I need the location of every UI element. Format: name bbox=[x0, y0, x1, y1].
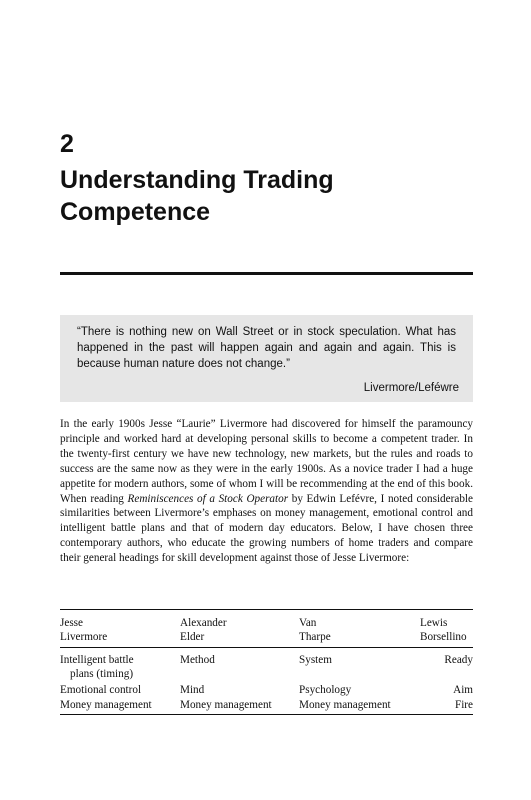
header-cell-livermore: Jesse Livermore bbox=[60, 617, 108, 643]
table-row bbox=[60, 653, 473, 683]
epigraph-quote: “There is nothing new on Wall Street or in stock speculation. What has happened in the past will happen again and again and again. This is because human nature does not change.” bbox=[77, 326, 456, 370]
comparison-table bbox=[60, 609, 473, 715]
table-cell: Emotional control bbox=[60, 684, 142, 696]
header-cell-tharpe: Van Tharpe bbox=[299, 617, 331, 643]
table-cell: Fire bbox=[454, 699, 473, 711]
table-cell: Psychology bbox=[299, 684, 352, 696]
chapter-divider bbox=[60, 272, 473, 275]
table-cell: Ready bbox=[444, 654, 473, 666]
header-cell-borsellino: Lewis Borsellino bbox=[420, 617, 467, 643]
table-cell: Aim bbox=[453, 684, 473, 696]
body-text-part2: by Edwin Lefévre, I noted considerable similarities between Livermore’s emphases on money management, emotional control and intelligent battle plans and that of modern day educators. Below, I have chosen three contemporary authors, who educate the growing numbers of home traders and compare their general headings for skill development against those of Jesse Livermore: bbox=[60, 492, 473, 565]
table-bottom-rule bbox=[60, 714, 473, 715]
chapter-number: 2 bbox=[60, 130, 74, 158]
epigraph-box bbox=[60, 315, 473, 402]
epigraph-attribution: Livermore/Leféwre bbox=[363, 382, 459, 394]
chapter-title: Understanding Trading Competence bbox=[60, 166, 334, 226]
table-cell: Money management bbox=[60, 699, 152, 711]
book-title: Reminiscences of a Stock Operator bbox=[127, 492, 289, 505]
table-cell: Money management bbox=[180, 699, 272, 711]
table-row bbox=[60, 698, 473, 714]
header-cell-elder: Alexander Elder bbox=[180, 617, 227, 643]
table-cell: Money management bbox=[299, 699, 391, 711]
table-cell: Intelligent battle plans (timing) bbox=[60, 654, 134, 680]
table-cell: Mind bbox=[180, 684, 205, 696]
table-cell: Method bbox=[180, 654, 215, 666]
table-cell: System bbox=[299, 654, 332, 666]
table-header-row bbox=[60, 616, 473, 647]
table-row bbox=[60, 683, 473, 698]
body-text-part1: In the early 1900s Jesse “Laurie” Livermore had discovered for himself the paramouncy principle and worked hard at developing personal skills to become a competent trader. In the twenty-first century we have new technology, new markets, but the rules and roads to success are the same now as they were in the early 1900s. As a novice trader I had a huge appetite for modern authors, some of whom I will be recommending at the end of this book. When reading bbox=[60, 418, 473, 505]
body-paragraph bbox=[60, 417, 473, 566]
table-top-rule bbox=[60, 609, 473, 610]
table-header-rule bbox=[60, 647, 473, 648]
